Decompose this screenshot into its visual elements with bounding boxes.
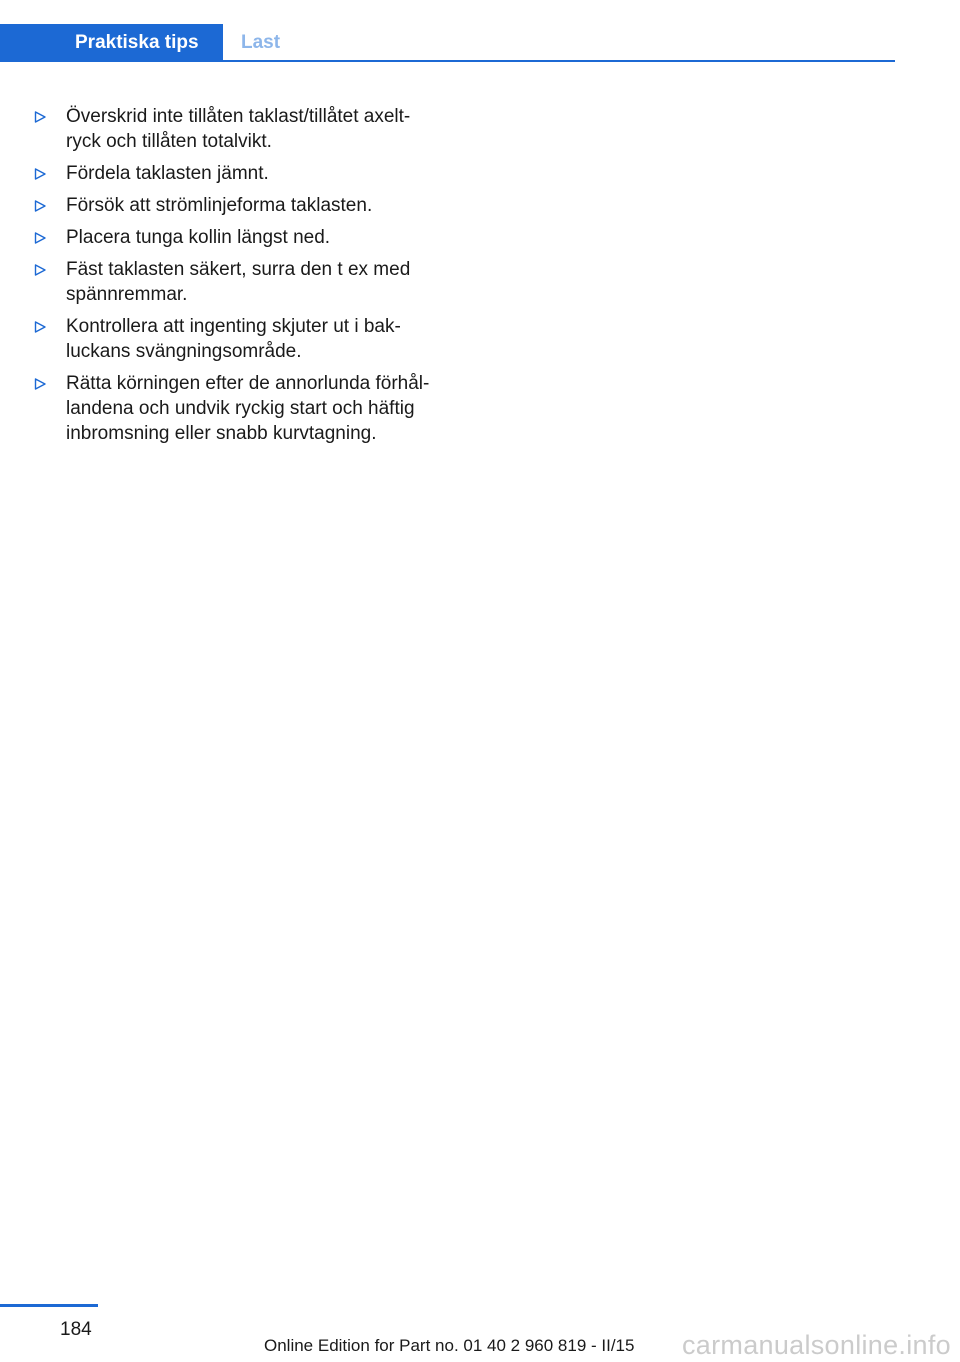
- list-item-text: Försök att strömlinjeforma taklasten.: [66, 195, 373, 216]
- footer-rule: [0, 1304, 98, 1307]
- list-item: [34, 104, 454, 154]
- triangle-right-icon: [34, 232, 46, 244]
- edition-note: Online Edition for Part no. 01 40 2 960 819 - II/15: [264, 1336, 635, 1355]
- list-item-text: Fördela taklasten jämnt.: [66, 163, 269, 184]
- list-item: [34, 193, 454, 218]
- list-item-text: Rätta körningen efter de annorlunda förhål‐ landena och undvik ryckig start och häftig inbromsning eller snabb kurvtagning.: [66, 373, 430, 444]
- bullet-list: [34, 104, 454, 453]
- chapter-tab[interactable]: Last: [241, 32, 281, 53]
- list-item-text: Placera tunga kollin längst ned.: [66, 227, 331, 248]
- list-item: [34, 371, 454, 446]
- header-rule: [0, 60, 895, 62]
- list-item: [34, 225, 454, 250]
- list-item-text: Överskrid inte tillåten taklast/tillåtet axelt‐ ryck och tillåten totalvikt.: [66, 106, 411, 152]
- page-header: [0, 24, 895, 62]
- triangle-right-icon: [34, 264, 46, 276]
- section-tab[interactable]: Praktiska tips: [0, 24, 223, 62]
- watermark: carmanualsonline.info: [682, 1330, 951, 1360]
- list-item: [34, 161, 454, 186]
- triangle-right-icon: [34, 378, 46, 390]
- list-item-text: Fäst taklasten säkert, surra den t ex med spännremmar.: [66, 259, 411, 305]
- list-item: [34, 314, 454, 364]
- triangle-right-icon: [34, 321, 46, 333]
- triangle-right-icon: [34, 200, 46, 212]
- page-number: 184: [60, 1319, 92, 1340]
- triangle-right-icon: [34, 111, 46, 123]
- list-item-text: Kontrollera att ingenting skjuter ut i bak‐ luckans svängningsområde.: [66, 316, 401, 362]
- list-item: [34, 257, 454, 307]
- triangle-right-icon: [34, 168, 46, 180]
